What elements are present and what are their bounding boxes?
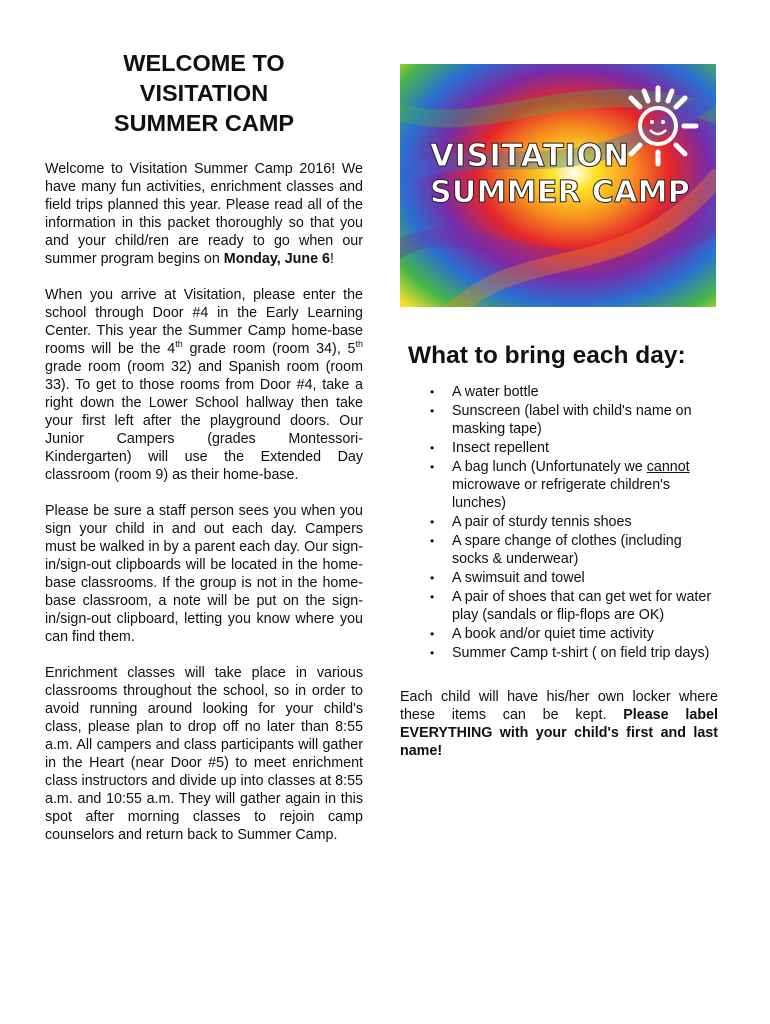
- bullet-icon: •: [430, 385, 435, 399]
- bullet-icon: •: [430, 441, 435, 455]
- bullet-icon: •: [430, 627, 435, 641]
- lunch-underlined: cannot: [646, 459, 690, 475]
- bring-item-text: A swimsuit and towel: [452, 570, 585, 586]
- list-item: [430, 402, 718, 438]
- banner-line-1: VISITATION: [430, 138, 630, 174]
- bring-item-text: Summer Camp t-shirt ( on field trip days): [452, 645, 710, 661]
- arrival-text-1: When you arrive at Visitation, please enter the school through Door #4 in the Early Learning Center. This year the Summer Camp home-base rooms will be the 4: [45, 287, 363, 357]
- arrival-paragraph: [45, 286, 363, 484]
- lunch-after: microwave or refrigerate children's lunches): [452, 477, 671, 511]
- bring-item-text: A pair of sturdy tennis shoes: [452, 514, 632, 530]
- list-item: [430, 458, 718, 512]
- closing-text: Each child will have his/her own locker where these items can be kept.: [400, 689, 718, 723]
- list-item: [430, 383, 718, 401]
- enrichment-paragraph: Enrichment classes will take place in various classrooms throughout the school, so in order to avoid running around looking for your child's class, please plan to drop off no later than 8:55 a.m. All campers and class participants will gather in the Heart (near Door #5) to meet enrichment class instructors and divide up into classes at 8:55 a.m. and 10:55 a.m. They will gather again in this spot after morning classes to rejoin camp counselors and return back to Summer Camp.: [45, 665, 363, 843]
- bullet-icon: •: [430, 404, 435, 418]
- bullet-icon: •: [430, 571, 435, 585]
- arrival-sup-2: th: [355, 339, 363, 350]
- intro-paragraph: [45, 160, 363, 268]
- list-item: [430, 439, 718, 457]
- bring-item-text: Insect repellent: [452, 440, 549, 456]
- bring-heading: What to bring each day:: [408, 342, 686, 369]
- list-item: [430, 588, 718, 624]
- closing-paragraph: [400, 688, 718, 760]
- page-title: [45, 48, 363, 138]
- title-line-2: VISITATION: [139, 80, 269, 106]
- bring-item-text: A water bottle: [452, 384, 539, 400]
- right-column: [400, 64, 718, 774]
- bring-item-text: Sunscreen (label with child's name on masking tape): [452, 403, 692, 437]
- list-item: [430, 569, 718, 587]
- closing-bold: Please label EVERYTHING with your child's first and last name!: [400, 707, 718, 759]
- bring-item-text: A spare change of clothes (including socks & underwear): [452, 533, 682, 567]
- list-item: [430, 644, 718, 662]
- start-date: Monday, June 6: [223, 251, 330, 267]
- arrival-sup-1: th: [175, 339, 183, 350]
- bring-list: [400, 383, 718, 662]
- banner-line-2: SUMMER CAMP: [430, 175, 691, 210]
- bullet-icon: •: [430, 534, 435, 548]
- bullet-icon: •: [430, 646, 435, 660]
- camp-banner-image: [400, 64, 716, 307]
- left-column: [45, 48, 363, 844]
- signin-paragraph: Please be sure a staff person sees you when you sign your child in and out each day. Campers must be walked in by a parent each day. Our sign-in/sign-out clipboards will be located in the home-base classrooms. If the group is not in the home-base classroom, a note will be put on the sign-in/sign-out clipboard, letting you know where you can find them.: [45, 503, 363, 645]
- list-item: [430, 532, 718, 568]
- bring-item-text: A book and/or quiet time activity: [452, 626, 654, 642]
- bullet-icon: •: [430, 460, 435, 474]
- bullet-icon: •: [430, 590, 435, 604]
- title-line-3: SUMMER CAMP: [113, 110, 295, 136]
- arrival-text-2: grade room (room 34), 5: [182, 341, 356, 357]
- arrival-text-3: grade room (room 32) and Spanish room (room 33). To get to those rooms from Door #4, take a right down the Lower School hallway then take your first left after the playground doors. Our Junior Campers (grades Montessori-Kindergarten) will use the Extended Day classroom (room 9) as their home-base.: [45, 359, 363, 483]
- list-item: [430, 513, 718, 531]
- intro-text: Welcome to Visitation Summer Camp 2016! We have many fun activities, enrichment classes and field trips planned this year. Please read all of the information in this packet thoroughly so that you and your child/ren are ready to go when our summer program begins on: [45, 161, 363, 267]
- bullet-icon: •: [430, 515, 435, 529]
- list-item: [430, 625, 718, 643]
- lunch-before: A bag lunch (Unfortunately we: [452, 459, 647, 475]
- title-line-1: WELCOME TO: [123, 50, 285, 76]
- intro-end: !: [329, 251, 334, 267]
- bring-item-text: A pair of shoes that can get wet for water play (sandals or flip-flops are OK): [452, 589, 712, 623]
